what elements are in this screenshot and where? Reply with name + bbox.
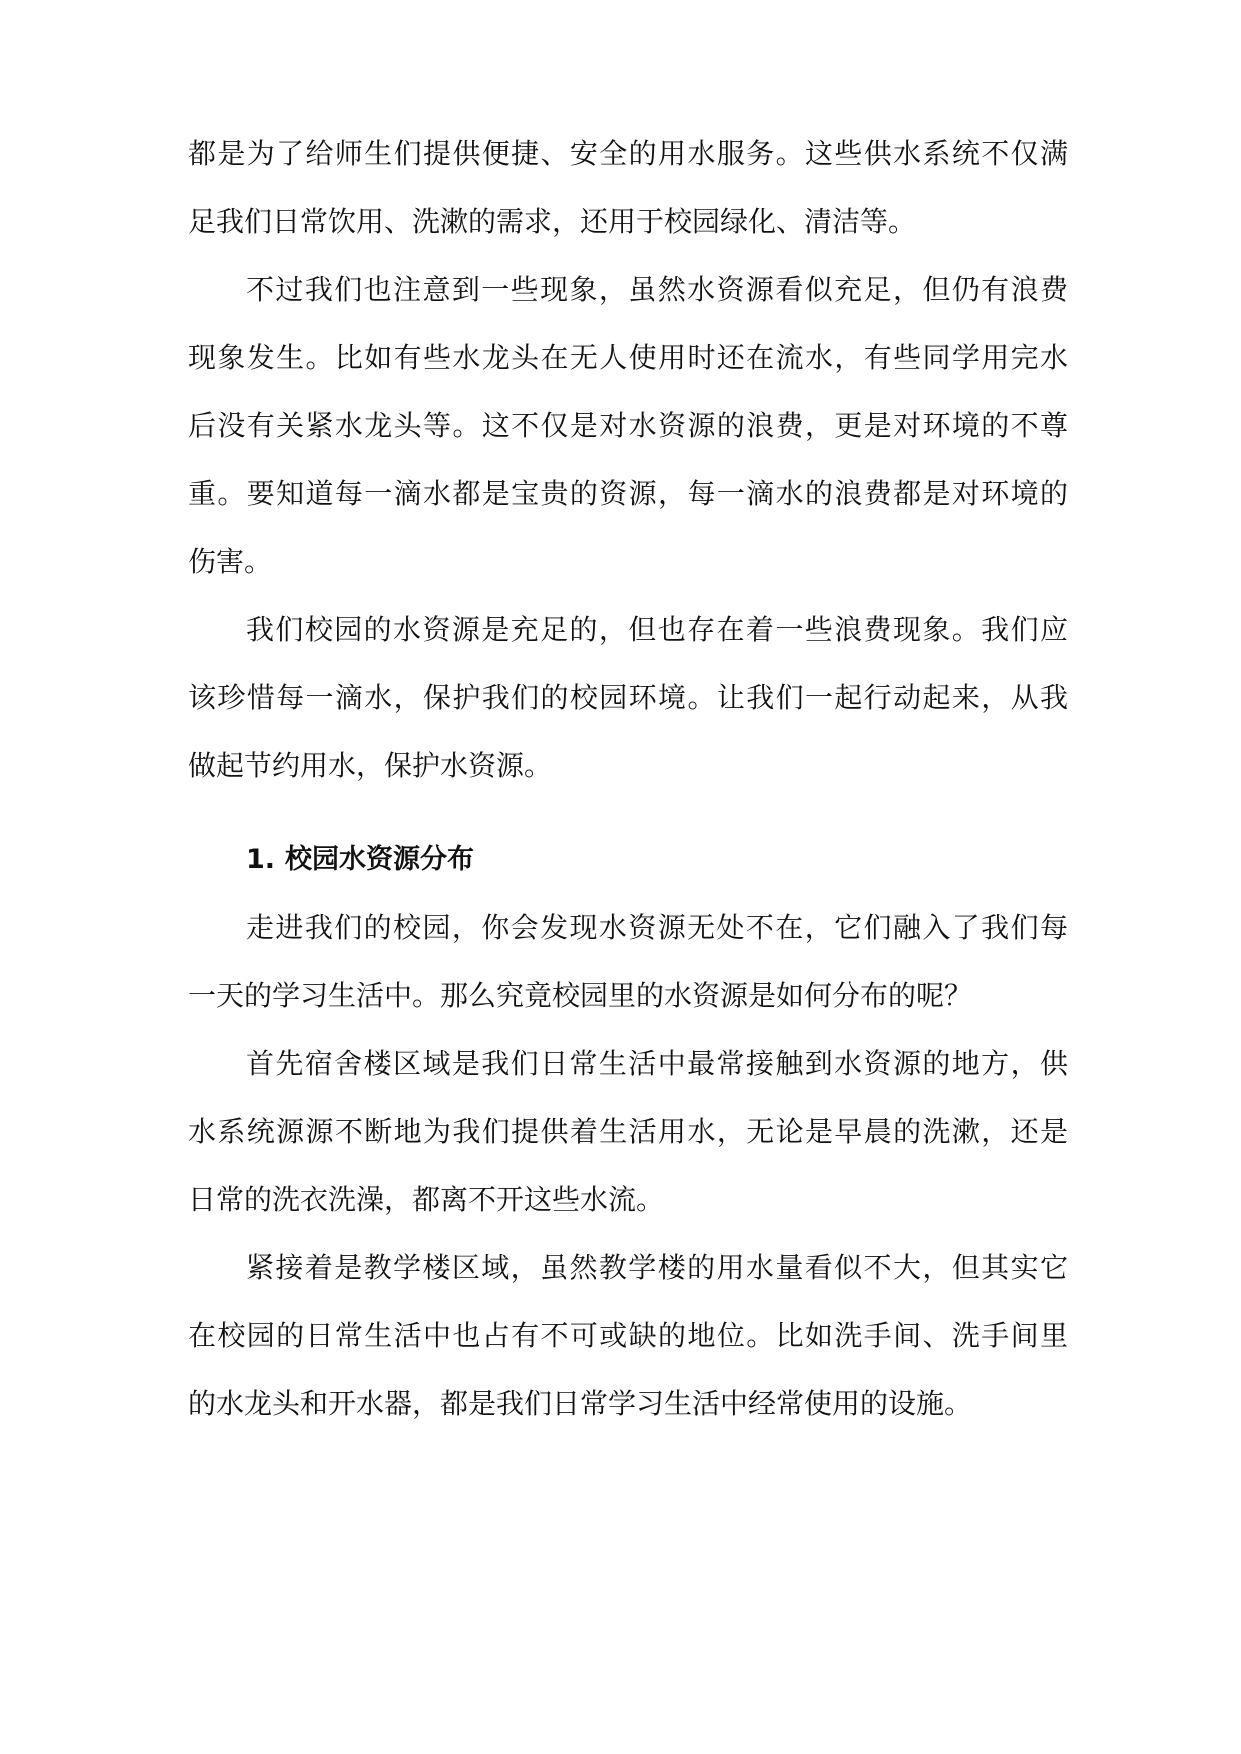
paragraph-line: 日常的洗衣洗澡，都离不开这些水流。 [188,1183,665,1216]
paragraph-line: 我们校园的水资源是充足的，但也存在着一些浪费现象。我们应 [246,613,1068,646]
paragraph-line: 水系统源源不断地为我们提供着生活用水，无论是早晨的洗漱，还是 [188,1115,1068,1148]
section-number: 1. [246,844,276,875]
paragraph-line: 后没有关紧水龙头等。这不仅是对水资源的浪费，更是对环境的不尊 [188,409,1068,442]
section-heading [246,840,474,880]
paragraph-line: 伤害。 [188,545,273,578]
section-title: 校园水资源分布 [285,844,475,875]
paragraph-line: 重。要知道每一滴水都是宝贵的资源，每一滴水的浪费都是对环境的 [188,477,1068,510]
paragraph-line: 在校园的日常生活中也占有不可或缺的地位。比如洗手间、洗手间里 [188,1319,1068,1352]
paragraph-line: 足我们日常饮用、洗漱的需求，还用于校园绿化、清洁等。 [188,205,917,238]
paragraph-line: 现象发生。比如有些水龙头在无人使用时还在流水，有些同学用完水 [188,341,1068,374]
paragraph-line: 不过我们也注意到一些现象，虽然水资源看似充足，但仍有浪费 [246,273,1068,306]
paragraph-line: 紧接着是教学楼区域，虽然教学楼的用水量看似不大，但其实它 [246,1251,1068,1284]
paragraph-line: 首先宿舍楼区域是我们日常生活中最常接触到水资源的地方，供 [246,1047,1068,1080]
paragraph-line: 该珍惜每一滴水，保护我们的校园环境。让我们一起行动起来，从我 [188,681,1068,714]
paragraph-line: 走进我们的校园，你会发现水资源无处不在，它们融入了我们每 [246,911,1068,944]
paragraph-line: 都是为了给师生们提供便捷、安全的用水服务。这些供水系统不仅满 [188,137,1068,170]
paragraph-line: 做起节约用水，保护水资源。 [188,749,553,782]
paragraph-line: 的水龙头和开水器，都是我们日常学习生活中经常使用的设施。 [188,1387,973,1420]
paragraph-line: 一天的学习生活中。那么究竟校园里的水资源是如何分布的呢？ [188,979,973,1012]
